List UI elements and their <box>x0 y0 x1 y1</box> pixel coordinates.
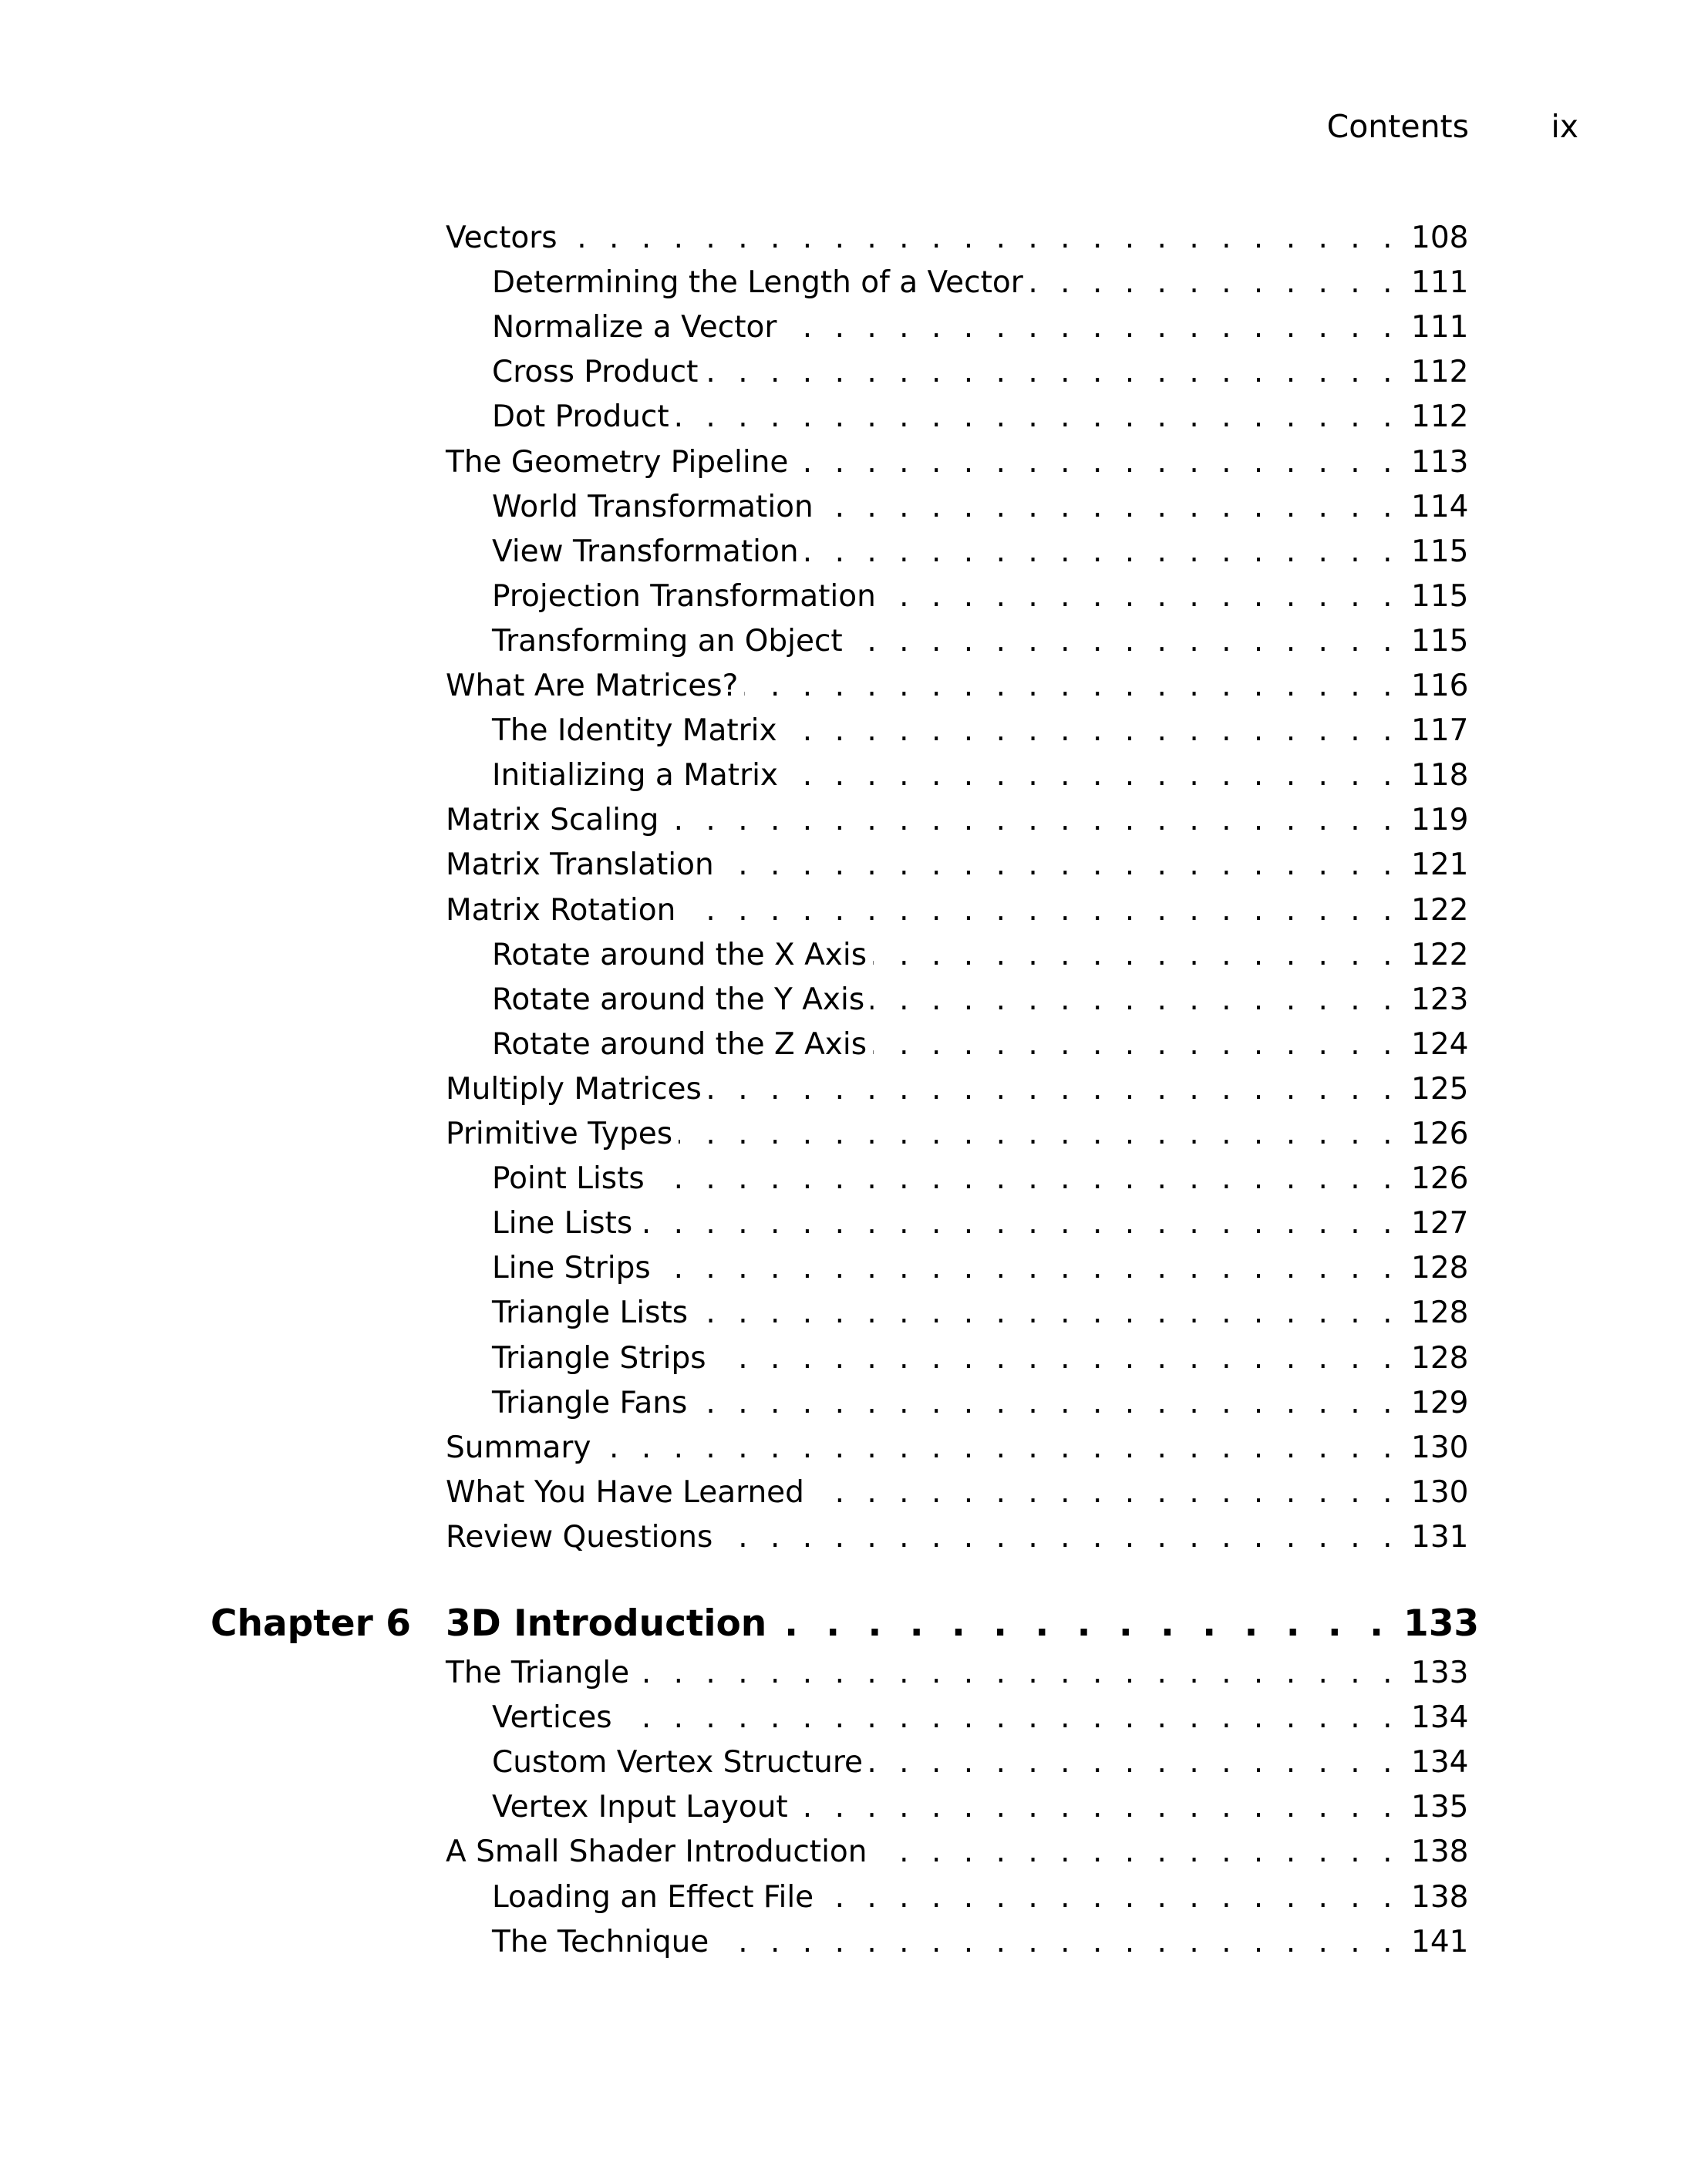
dot-leader <box>720 843 1399 888</box>
dot-leader <box>820 485 1399 530</box>
toc-entry-title: What You Have Learned <box>446 1474 804 1510</box>
toc-entry-page: 116 <box>1411 669 1469 703</box>
toc-entry-page: 113 <box>1411 444 1469 480</box>
toc-entry-title: Normalize a Vector <box>492 310 777 345</box>
toc-entry-title: A Small Shader Introduction <box>446 1835 867 1870</box>
toc-entry-page: 117 <box>1411 713 1469 749</box>
dot-leader <box>871 978 1399 1023</box>
toc-entry-page: 131 <box>1411 1519 1469 1555</box>
toc-entry-title: Cross Product <box>492 355 699 390</box>
dot-leader <box>713 1336 1399 1381</box>
toc-entry-title: Rotate around the Y Axis <box>492 982 865 1017</box>
dot-leader <box>744 664 1399 709</box>
toc-section-entry <box>446 1515 1469 1560</box>
chapter-heading <box>0 1596 1480 1652</box>
dot-leader <box>675 395 1399 440</box>
toc-entry-page: 112 <box>1411 355 1469 390</box>
toc-subsection-entry <box>492 1920 1469 1965</box>
toc-entry-title: Rotate around the Z Axis <box>492 1026 867 1062</box>
toc-subsection-entry <box>492 1157 1469 1201</box>
toc-subsection-entry <box>492 1201 1469 1246</box>
toc-entry-title: Initializing a Matrix <box>492 758 779 793</box>
dot-leader <box>682 888 1399 933</box>
dot-leader <box>635 1651 1399 1696</box>
toc-entry-page: 141 <box>1411 1924 1469 1959</box>
toc-entry-title: Matrix Scaling <box>446 803 659 838</box>
toc-subsection-entry <box>492 1381 1469 1426</box>
toc-entry-page: 128 <box>1411 1251 1469 1286</box>
toc-entry-title: Summary <box>446 1430 591 1465</box>
toc-entry-title: The Identity Matrix <box>492 713 777 749</box>
dot-leader <box>784 753 1399 798</box>
toc-subsection-entry <box>492 753 1469 798</box>
toc-entry-title: Review Questions <box>446 1519 713 1555</box>
toc-subsection-entry <box>492 1246 1469 1291</box>
dot-leader <box>820 1875 1399 1920</box>
toc-entry-page: 115 <box>1411 578 1469 614</box>
toc-entry-page: 133 <box>1411 1656 1469 1690</box>
toc-entry-page: 118 <box>1411 758 1469 793</box>
toc-entry-page: 119 <box>1411 803 1469 838</box>
running-head-page-number: ix <box>1551 108 1578 145</box>
toc-entry-title: Matrix Translation <box>446 847 714 883</box>
toc-entry-title: Projection Transformation <box>492 578 876 614</box>
toc-entry-page: 111 <box>1411 265 1469 301</box>
dot-leader <box>618 1696 1399 1740</box>
dot-leader <box>783 709 1399 753</box>
dot-leader <box>783 305 1399 350</box>
toc-entry-title: Custom Vertex Structure <box>492 1745 863 1781</box>
toc-entry-title: Loading an Effect File <box>492 1879 814 1915</box>
toc-section-entry <box>446 843 1469 888</box>
dot-leader <box>715 1920 1399 1965</box>
toc-entry-title: Triangle Fans <box>492 1385 688 1420</box>
toc-subsection-entry <box>492 1023 1469 1067</box>
toc-entry-page: 138 <box>1411 1879 1469 1915</box>
toc-entry-title: Vertices <box>492 1700 612 1736</box>
toc-entry-title: Transforming an Object <box>492 623 843 659</box>
toc-subsection-entry <box>492 1696 1469 1740</box>
toc-entry-title: World Transformation <box>492 489 814 524</box>
toc-entry-title: Line Strips <box>492 1251 651 1286</box>
toc-section-entry <box>446 1651 1469 1696</box>
toc-entry-page: 128 <box>1411 1295 1469 1331</box>
chapter-title: 3D Introduction <box>446 1602 767 1645</box>
toc-entry-title: Multiply Matrices <box>446 1071 702 1107</box>
dot-leader <box>849 619 1399 664</box>
toc-subsection-entry <box>492 305 1469 350</box>
toc-entry-page: 125 <box>1411 1071 1469 1107</box>
toc-entry-page: 138 <box>1411 1835 1469 1870</box>
toc-subsection-entry <box>492 530 1469 574</box>
dot-leader <box>564 216 1399 261</box>
toc-entry-title: Vertex Input Layout <box>492 1790 788 1825</box>
toc-entry-page: 115 <box>1411 534 1469 569</box>
toc-section-entry <box>446 1067 1469 1112</box>
toc-entry-page: 121 <box>1411 847 1469 883</box>
running-head-title: Contents <box>1326 108 1469 145</box>
toc-entry-title: Line Lists <box>492 1206 633 1242</box>
dot-leader <box>873 933 1399 978</box>
chapter-label: Chapter 6 <box>211 1602 411 1645</box>
toc-section-entry <box>446 1830 1469 1875</box>
toc-section-entry <box>446 1112 1469 1157</box>
toc-entry-title: The Geometry Pipeline <box>446 444 789 480</box>
toc-subsection-entry <box>492 395 1469 440</box>
toc-entry-page: 122 <box>1411 892 1469 928</box>
dot-leader <box>679 1112 1399 1157</box>
dot-leader <box>597 1426 1399 1471</box>
toc-entry-title: Primitive Types <box>446 1117 673 1151</box>
toc-entry-page: 130 <box>1411 1430 1469 1465</box>
dot-leader <box>651 1157 1399 1201</box>
toc-entry-title: Matrix Rotation <box>446 892 676 928</box>
toc-entry-title: Vectors <box>446 221 558 255</box>
toc-subsection-entry <box>492 709 1469 753</box>
dot-leader <box>1029 261 1399 305</box>
toc-subsection-entry <box>492 261 1469 305</box>
toc-entry-title: Triangle Lists <box>492 1295 689 1331</box>
toc-entry-page: 115 <box>1411 623 1469 659</box>
toc-subsection-entry <box>492 485 1469 530</box>
toc-entry-title: Determining the Length of a Vector <box>492 265 1023 301</box>
toc-section-entry <box>446 888 1469 933</box>
toc-entry-title: Rotate around the X Axis <box>492 937 867 972</box>
toc-section-entry <box>446 1471 1469 1515</box>
toc-subsection-entry <box>492 574 1469 619</box>
toc-subsection-entry <box>492 619 1469 664</box>
toc-entry-title: Point Lists <box>492 1161 645 1197</box>
toc-subsection-entry <box>492 1875 1469 1920</box>
dot-leader <box>704 350 1399 395</box>
toc-entry-page: 126 <box>1411 1161 1469 1197</box>
dot-leader <box>873 1023 1399 1067</box>
toc-entry-page: 127 <box>1411 1206 1469 1242</box>
toc-entry-title: The Triangle <box>446 1656 630 1690</box>
toc-entry-page: 112 <box>1411 399 1469 435</box>
toc-subsection-entry <box>492 1291 1469 1336</box>
toc-section-entry <box>446 1426 1469 1471</box>
dot-leader <box>794 440 1399 485</box>
dot-leader <box>805 530 1399 574</box>
toc-subsection-entry <box>492 933 1469 978</box>
toc-entry-page: 124 <box>1411 1026 1469 1062</box>
toc-entry-page: 128 <box>1411 1340 1469 1376</box>
toc-entry-page: 134 <box>1411 1745 1469 1781</box>
toc-entry-page: 122 <box>1411 937 1469 972</box>
toc-section-entry <box>446 440 1469 485</box>
dot-leader <box>869 1740 1399 1785</box>
toc-subsection-entry <box>492 1740 1469 1785</box>
toc-entry-page: 123 <box>1411 982 1469 1017</box>
toc-entry-title: View Transformation <box>492 534 799 569</box>
toc-subsection-entry <box>492 1336 1469 1381</box>
toc-entry-page: 114 <box>1411 489 1469 524</box>
dot-leader <box>665 798 1399 843</box>
chapter-entry <box>446 1596 1480 1652</box>
toc-entry-title: Triangle Strips <box>492 1340 706 1376</box>
chapter-page: 133 <box>1403 1602 1480 1645</box>
dot-leader <box>694 1291 1399 1336</box>
toc-section-entry <box>446 216 1469 261</box>
toc-entry-title: Dot Product <box>492 399 669 435</box>
toc-section-entry <box>446 664 1469 709</box>
toc-entry-page: 129 <box>1411 1385 1469 1420</box>
dot-leader <box>810 1471 1399 1515</box>
dot-leader <box>657 1246 1399 1291</box>
toc-entry-page: 135 <box>1411 1790 1469 1825</box>
dot-leader <box>693 1381 1399 1426</box>
toc-entry-page: 126 <box>1411 1117 1469 1151</box>
toc-entry-page: 108 <box>1411 221 1469 255</box>
toc-entry-title: The Technique <box>492 1924 709 1959</box>
toc-entry-page: 134 <box>1411 1700 1469 1736</box>
dot-leader <box>708 1067 1399 1112</box>
toc-subsection-entry <box>492 978 1469 1023</box>
dot-leader <box>794 1785 1399 1830</box>
toc-entry-page: 111 <box>1411 310 1469 345</box>
toc-subsection-entry <box>492 1785 1469 1830</box>
toc-subsection-entry <box>492 350 1469 395</box>
toc-entry-title: What Are Matrices? <box>446 669 739 703</box>
dot-leader <box>719 1515 1399 1560</box>
dot-leader <box>874 1830 1399 1875</box>
dot-leader <box>773 1596 1391 1652</box>
dot-leader <box>882 574 1399 619</box>
toc-entry-page: 130 <box>1411 1474 1469 1510</box>
dot-leader <box>638 1201 1399 1246</box>
toc-section-entry <box>446 798 1469 843</box>
